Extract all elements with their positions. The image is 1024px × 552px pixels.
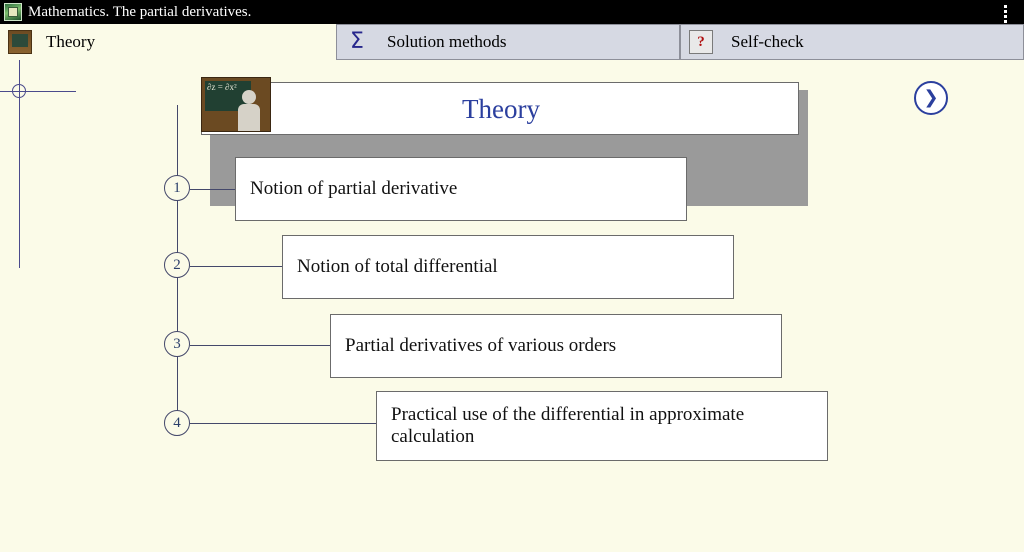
tree-branch-2 bbox=[190, 266, 283, 267]
page-title: Theory bbox=[462, 94, 540, 124]
item-label-3: Partial derivatives of various orders bbox=[345, 335, 617, 356]
teacher-at-blackboard-image bbox=[201, 77, 271, 132]
tab-theory-label: Theory bbox=[46, 32, 96, 51]
item-label-1: Notion of partial derivative bbox=[250, 178, 458, 199]
header-panel bbox=[201, 82, 799, 135]
tab-bar bbox=[0, 24, 1024, 60]
person-body bbox=[238, 104, 260, 132]
person-head bbox=[242, 90, 256, 104]
window-title: Mathematics. The partial derivatives. bbox=[28, 4, 252, 20]
item-number-2: 2 bbox=[164, 252, 190, 278]
tab-solution-methods-label: Solution methods bbox=[387, 32, 507, 51]
sigma-icon: Σ bbox=[350, 29, 364, 54]
item-practical-use-of-the-differential[interactable] bbox=[376, 391, 828, 461]
item-label-4: Practical use of the differential in approximate calculation bbox=[391, 404, 745, 447]
blackboard-icon bbox=[8, 30, 32, 54]
app-icon bbox=[4, 3, 22, 21]
tab-theory[interactable] bbox=[0, 24, 336, 60]
next-arrow-icon[interactable]: ❯ bbox=[914, 81, 948, 115]
item-number-3: 3 bbox=[164, 331, 190, 357]
item-partial-derivatives-of-various-orders[interactable] bbox=[330, 314, 782, 378]
question-mark-icon: ? bbox=[689, 30, 713, 54]
content-canvas bbox=[0, 60, 1024, 552]
item-label-2: Notion of total differential bbox=[297, 256, 498, 277]
item-notion-of-partial-derivative[interactable] bbox=[235, 157, 687, 221]
tree-branch-4 bbox=[190, 423, 376, 424]
decoration-circle bbox=[12, 84, 26, 98]
kebab-menu-icon[interactable] bbox=[996, 1, 1014, 23]
tab-self-check-label: Self-check bbox=[731, 32, 804, 51]
tab-self-check[interactable] bbox=[680, 24, 1024, 60]
tree-branch-3 bbox=[190, 345, 330, 346]
blackboard-text: ∂z = ∂x² bbox=[205, 81, 251, 111]
item-number-1: 1 bbox=[164, 175, 190, 201]
item-number-4: 4 bbox=[164, 410, 190, 436]
tab-solution-methods[interactable] bbox=[336, 24, 680, 60]
item-notion-of-total-differential[interactable] bbox=[282, 235, 734, 299]
window-title-bar bbox=[0, 0, 1024, 24]
tree-branch-1 bbox=[190, 189, 235, 190]
